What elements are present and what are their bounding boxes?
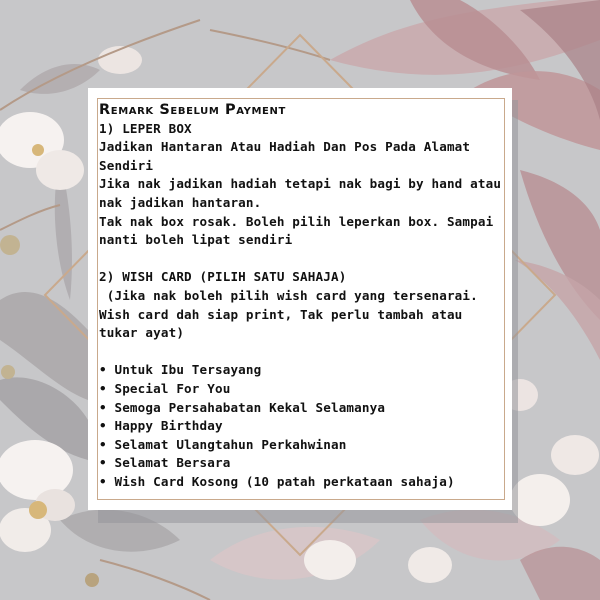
wish-card-option: • Untuk Ibu Tersayang <box>99 361 504 380</box>
section1-line: Jika nak jadikan hadiah tetapi nak bagi by hand atau nak jadikan hantaran. <box>99 176 502 210</box>
section1-line: Jadikan Hantaran Atau Hadiah Dan Pos Pada Alamat Sendiri <box>99 139 471 173</box>
wish-card-list <box>99 361 504 491</box>
wish-card-option: • Special For You <box>99 380 504 399</box>
leaf-branch-right <box>515 170 600 360</box>
section2-line: (Jika nak boleh pilih wish card yang tersenarai. <box>99 287 478 303</box>
flower-bottom-left <box>0 440 75 552</box>
wish-card-option: • Selamat Ulangtahun Perkahwinan <box>99 436 504 455</box>
wish-card-option: • Happy Birthday <box>99 417 504 436</box>
section2-line: Wish card dah siap print, Tak perlu tambah atau tukar ayat) <box>99 306 463 341</box>
wish-card-option: • Wish Card Kosong (10 patah perkataan sahaja) <box>99 473 504 492</box>
section2-heading: 2) WISH CARD (PILIH SATU SAHAJA) <box>99 269 347 285</box>
section1-line: Tak nak box rosak. Boleh pilih leperkan box. Sampai nanti boleh lipat sendiri <box>99 213 494 248</box>
remark-title: Remark Sebelum Payment <box>99 102 286 118</box>
wish-card-option: • Semoga Persahabatan Kekal Selamanya <box>99 399 504 418</box>
remark-content <box>99 101 504 491</box>
section1-heading: 1) LEPER BOX <box>99 120 192 136</box>
wish-card-option: • Selamat Bersara <box>99 454 504 473</box>
